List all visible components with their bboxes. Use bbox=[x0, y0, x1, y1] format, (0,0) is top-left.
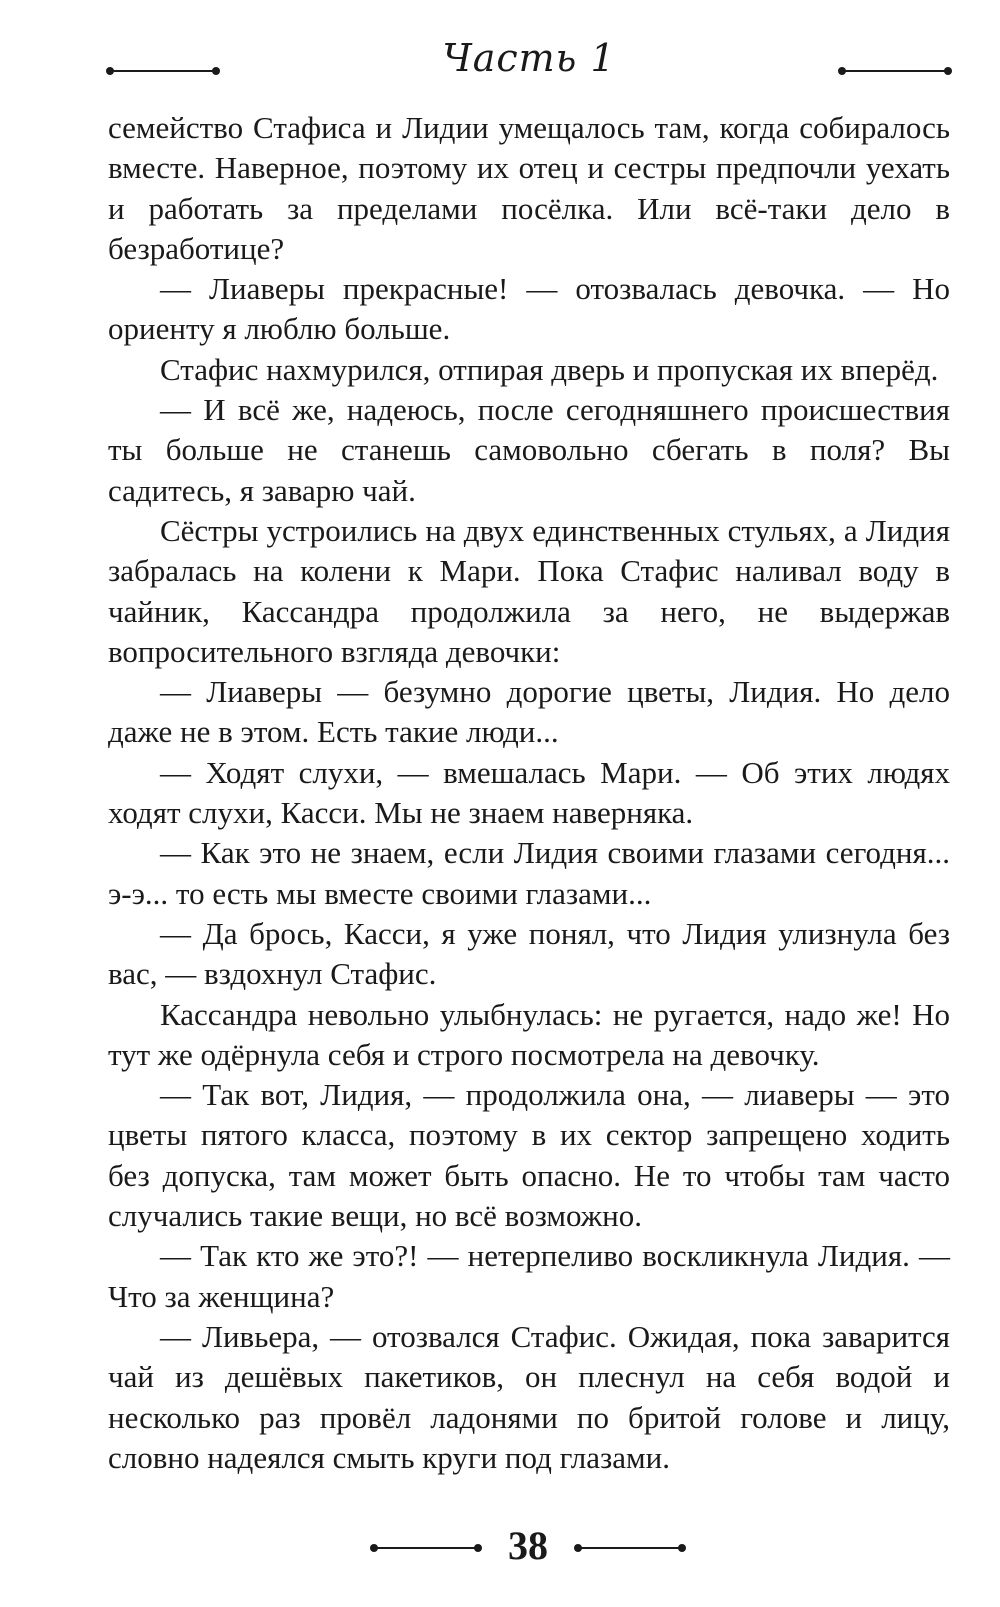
running-head: Часть 1 bbox=[442, 36, 616, 80]
paragraph: — Да брось, Касси, я уже понял, что Лидия улизнула без вас, — вздохнул Стафис. bbox=[108, 915, 950, 992]
paragraph: Стафис нахмурился, отпирая дверь и пропуская их вперёд. bbox=[160, 351, 939, 387]
paragraph: — Так кто же это?! — нетерпеливо воскликнула Лидия. — Что за женщина? bbox=[108, 1238, 950, 1314]
paragraph: Кассандра невольно улыбнулась: не ругается, надо же! Но тут же одёрнула себя и строго посмотрела на девочку. bbox=[108, 996, 950, 1072]
body-text bbox=[108, 108, 950, 1478]
footer-ornament-left bbox=[376, 1547, 476, 1549]
page-header bbox=[108, 30, 950, 102]
paragraph: — Так вот, Лидия, — продолжила она, — лиаверы — это цветы пятого класса, поэтому в их сектор запрещено ходить без допуска, там может быть опасно. Не то чтобы там часто случались такие вещи, но всё возможно. bbox=[108, 1077, 950, 1234]
paragraph: Сёстры устроились на двух единственных стульях, а Лидия забралась на колени к Мари. Пока Стафис наливал воду в чайник, Кассандра продолжила за него, не выдержав вопросительного взгляда девочки: bbox=[108, 512, 950, 669]
header-ornament-right bbox=[844, 70, 946, 72]
paragraph: — Лиаверы — безумно дорогие цветы, Лидия. Но дело даже не в этом. Есть такие люди... bbox=[108, 674, 950, 750]
page-number: 38 bbox=[508, 1523, 548, 1568]
paragraph: — Ходят слухи, — вмешалась Мари. — Об этих людях ходят слухи, Касси. Мы не знаем наверняка. bbox=[108, 754, 950, 831]
paragraph: — Лиаверы прекрасные! — отозвалась девочка. — Но ориенту я люблю больше. bbox=[108, 271, 950, 347]
paragraph: — Ливьера, — отозвался Стафис. Ожидая, пока заварится чай из дешёвых пакетиков, он плеснул на себя водой и несколько раз провёл ладонями по бритой голове и лицу, словно надеялся смыть круги под глазами. bbox=[108, 1318, 950, 1475]
paragraph: семейство Стафиса и Лидии умещалось там, когда собиралось вместе. Наверное, поэтому их отец и сестры предпочли уехать и работать за пределами посёлка. Или всё-таки дело в безработице? bbox=[108, 110, 950, 266]
footer-ornament-right bbox=[580, 1547, 680, 1549]
paragraph: — И всё же, надеюсь, после сегодняшнего происшествия ты больше не станешь самовольно сбегать в поля? Вы садитесь, я заварю чай. bbox=[108, 392, 950, 508]
paragraph: — Как это не знаем, если Лидия своими глазами сегодня... э-э... то есть мы вместе своими глазами... bbox=[108, 835, 950, 911]
page-footer bbox=[108, 1516, 950, 1576]
